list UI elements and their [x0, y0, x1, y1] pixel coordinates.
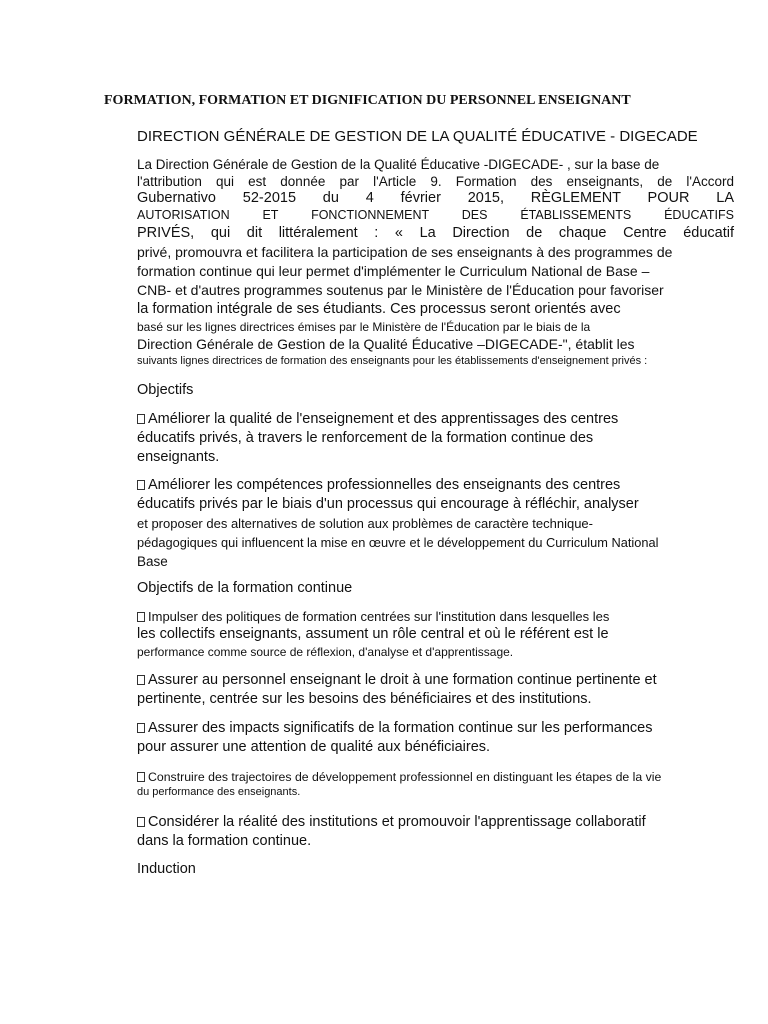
objectif-text: pédagogiques qui influencent la mise en œuvre et le développement du Curriculum National — [137, 535, 659, 550]
formation-item — [137, 671, 734, 709]
objectif-text: Améliorer la qualité de l'enseignement et des apprentissages des centres — [148, 411, 619, 427]
bullet-icon — [137, 480, 145, 490]
intro-line: basé sur les lignes directrices émises par le Ministère de l'Éducation par le biais de la — [137, 320, 591, 334]
intro-line: la formation intégrale de ses étudiants. Ces processus seront orientés avec — [137, 301, 621, 317]
objectif-item — [137, 476, 734, 571]
document-body — [137, 127, 734, 879]
formation-text: dans la formation continue. — [137, 833, 312, 849]
intro-line: suivants lignes directrices de formation des enseignants pour les établissements d'enseignement privés : — [137, 355, 648, 367]
document-title: FORMATION, FORMATION ET DIGNIFICATION DU PERSONNEL ENSEIGNANT — [104, 93, 631, 108]
formation-text: performance comme source de réflexion, d'analyse et d'apprentissage. — [137, 645, 514, 659]
objectifs-heading: Objectifs — [137, 382, 194, 398]
bullet-icon — [137, 723, 145, 733]
intro-line: CNB- et d'autres programmes soutenus par le Ministère de l'Éducation pour favoriser — [137, 282, 664, 298]
formation-item — [137, 719, 734, 757]
formation-text: Construire des trajectoires de développement professionnel en distinguant les étapes de la vie — [148, 770, 662, 784]
objectif-text: éducatifs privés par le biais d'un processus qui encourage à réfléchir, analyser — [137, 496, 639, 512]
formation-text: du performance des enseignants. — [137, 786, 301, 798]
bullet-icon — [137, 772, 145, 782]
formation-text: les collectifs enseignants, assument un rôle central et où le référent est le — [137, 626, 609, 642]
section-heading-digecade: DIRECTION GÉNÉRALE DE GESTION DE LA QUALITÉ ÉDUCATIVE - DIGECADE — [137, 128, 698, 145]
intro-line: formation continue qui leur permet d'implémenter le Curriculum National de Base – — [137, 263, 650, 279]
induction-heading: Induction — [137, 861, 196, 877]
formation-text: pertinente, centrée sur les besoins des bénéficiaires et des institutions. — [137, 691, 592, 707]
bullet-icon — [137, 414, 145, 424]
intro-line: AUTORISATION ET FONCTIONNEMENT DES ÉTABLISSEMENTS ÉDUCATIFS — [137, 208, 734, 222]
formation-item — [137, 813, 734, 851]
intro-line: Direction Générale de Gestion de la Qualité Éducative –DIGECADE-", établit les — [137, 336, 635, 352]
formation-item — [137, 608, 734, 660]
formation-text: Assurer au personnel enseignant le droit à une formation continue pertinente et — [148, 672, 657, 688]
intro-paragraph — [137, 156, 734, 368]
formation-item — [137, 769, 734, 800]
formation-text: pour assurer une attention de qualité aux bénéficiaires. — [137, 739, 491, 755]
intro-line: privé, promouvra et facilitera la participation de ses enseignants à des programmes de — [137, 244, 673, 260]
objectif-text: éducatifs privés, à travers le renforcement de la formation continue des — [137, 430, 594, 446]
intro-line: l'attribution qui est donnée par l'Article 9. Formation des enseignants, de l'Accord — [137, 174, 734, 189]
intro-line: PRIVÉS, qui dit littéralement : « La Direction de chaque Centre éducatif — [137, 225, 734, 241]
objectif-item — [137, 410, 734, 467]
formation-text: Impulser des politiques de formation centrées sur l'institution dans lesquelles les — [148, 609, 610, 624]
intro-line: La Direction Générale de Gestion de la Qualité Éducative -DIGECADE- , sur la base de — [137, 157, 660, 172]
bullet-icon — [137, 675, 145, 685]
objectif-text: enseignants. — [137, 449, 220, 465]
bullet-icon — [137, 817, 145, 827]
formation-text: Assurer des impacts significatifs de la formation continue sur les performances — [148, 720, 653, 736]
objectif-text: Base — [137, 554, 168, 569]
intro-line: Gubernativo 52-2015 du 4 février 2015, RÈGLEMENT POUR LA — [137, 190, 734, 206]
objectif-text: et proposer des alternatives de solution aux problèmes de caractère technique- — [137, 516, 593, 531]
bullet-icon — [137, 612, 145, 622]
formation-text: Considérer la réalité des institutions et promouvoir l'apprentissage collaboratif — [148, 814, 646, 830]
formation-continue-heading: Objectifs de la formation continue — [137, 580, 353, 596]
objectif-text: Améliorer les compétences professionnelles des enseignants des centres — [148, 477, 621, 493]
